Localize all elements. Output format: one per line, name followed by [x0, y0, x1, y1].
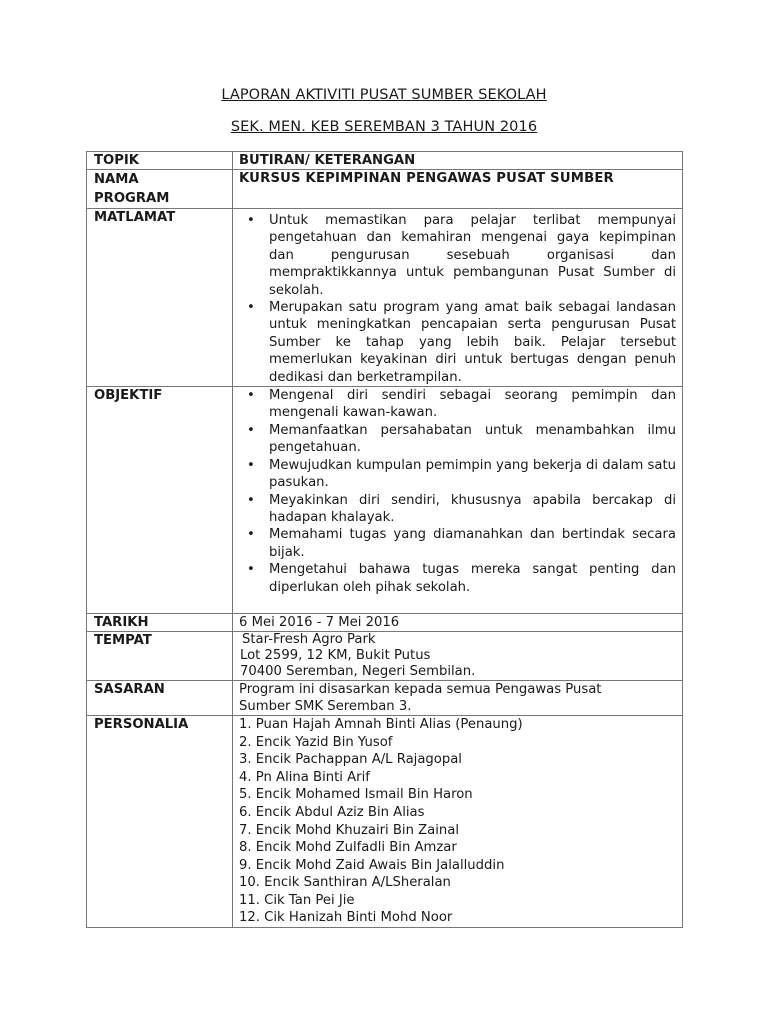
- personalia-item: 1. Puan Hajah Amnah Binti Alias (Penaung): [239, 716, 523, 732]
- report-title: LAPORAN AKTIVITI PUSAT SUMBER SEKOLAH: [221, 87, 547, 103]
- value-objektif: [233, 387, 683, 614]
- objektif-list: [239, 387, 676, 596]
- value-matlamat: [233, 209, 683, 387]
- list-item: • Untuk memastikan para pelajar terlibat mempunyai pengetahuan dan kemahiran mengenai gaya kepimpinan dan pengurusan sesebuah organisasi dan mempraktikkannya untuk pembangunan Pusat Sumber di sekolah.: [239, 212, 676, 299]
- list-item: • Meyakinkan diri sendiri, khususnya apabila bercakap di hadapan khalayak.: [239, 492, 676, 527]
- row-sasaran: [87, 680, 683, 715]
- header-butiran: BUTIRAN/ KETERANGAN: [233, 152, 683, 170]
- list-item: • Mengetahui bahawa tugas mereka sangat penting dan diperlukan oleh pihak sekolah.: [239, 561, 676, 596]
- list-item: • Mengenal diri sendiri sebagai seorang pemimpin dan mengenali kawan-kawan.: [239, 387, 676, 422]
- personalia-item: 5. Encik Mohamed Ismail Bin Haron: [239, 787, 473, 803]
- label-nama-program: [87, 170, 233, 209]
- report-table: [86, 151, 683, 928]
- label-matlamat: MATLAMAT: [87, 209, 233, 387]
- table-header-row: [87, 152, 683, 170]
- personalia-item: 7. Encik Mohd Khuzairi Bin Zainal: [239, 822, 460, 838]
- row-tempat: [87, 631, 683, 680]
- label-objektif: OBJEKTIF: [87, 387, 233, 614]
- personalia-item: 11. Cik Tan Pei Jie: [239, 892, 355, 908]
- personalia-item: 12. Cik Hanizah Binti Mohd Noor: [239, 910, 453, 926]
- row-matlamat: [87, 209, 683, 387]
- personalia-item: 8. Encik Mohd Zulfadli Bin Amzar: [239, 840, 457, 856]
- label-sasaran: SASARAN: [87, 680, 233, 715]
- value-tarikh: 6 Mei 2016 - 7 Mei 2016: [233, 613, 683, 631]
- list-item: • Memahami tugas yang diamanahkan dan bertindak secara bijak.: [239, 526, 676, 561]
- list-item: • Merupakan satu program yang amat baik sebagai landasan untuk meningkatkan pencapaian serta pengurusan Pusat Sumber ke tahap yang lebih baik. Pelajar tersebut memerlukan keyakinan diri untuk bertugas dengan penuh dedikasi dan berketrampilan.: [239, 299, 676, 386]
- tempat-line: 70400 Seremban, Negeri Sembilan.: [240, 663, 476, 679]
- personalia-item: 3. Encik Pachappan A/L Rajagopal: [239, 752, 462, 768]
- label-tempat: TEMPAT: [87, 631, 233, 680]
- label-personalia: PERSONALIA: [87, 715, 233, 927]
- personalia-item: 6. Encik Abdul Aziz Bin Alias: [239, 804, 425, 820]
- list-item: • Mewujudkan kumpulan pemimpin yang bekerja di dalam satu pasukan.: [239, 457, 676, 492]
- label-tarikh: TARIKH: [87, 613, 233, 631]
- label-nama: NAMA: [94, 172, 139, 187]
- school-title: SEK. MEN. KEB SEREMBAN 3 TAHUN 2016: [230, 119, 538, 135]
- personalia-item: 2. Encik Yazid Bin Yusof: [239, 734, 393, 750]
- value-nama-program: KURSUS KEPIMPINAN PENGAWAS PUSAT SUMBER: [233, 170, 683, 209]
- list-item: • Memanfaatkan persahabatan untuk menambahkan ilmu pengetahuan.: [239, 422, 676, 457]
- row-objektif: [87, 387, 683, 614]
- personalia-item: 4. Pn Alina Binti Arif: [239, 769, 370, 785]
- row-personalia: [87, 715, 683, 927]
- value-sasaran: Program ini disasarkan kepada semua Pengawas Pusat Sumber SMK Seremban 3.: [233, 680, 683, 715]
- row-nama-program: [87, 170, 683, 209]
- personalia-item: 9. Encik Mohd Zaid Awais Bin Jalalluddin: [239, 857, 505, 873]
- matlamat-list: [239, 212, 676, 386]
- header-topik: TOPIK: [87, 152, 233, 170]
- tempat-line: Lot 2599, 12 KM, Bukit Putus: [240, 647, 431, 663]
- personalia-item: 10. Encik Santhiran A/LSheralan: [239, 875, 451, 891]
- label-program: PROGRAM: [94, 191, 170, 206]
- value-personalia: [233, 715, 683, 927]
- tempat-line: Star-Fresh Agro Park: [242, 631, 376, 647]
- row-tarikh: [87, 613, 683, 631]
- value-tempat: [233, 631, 683, 680]
